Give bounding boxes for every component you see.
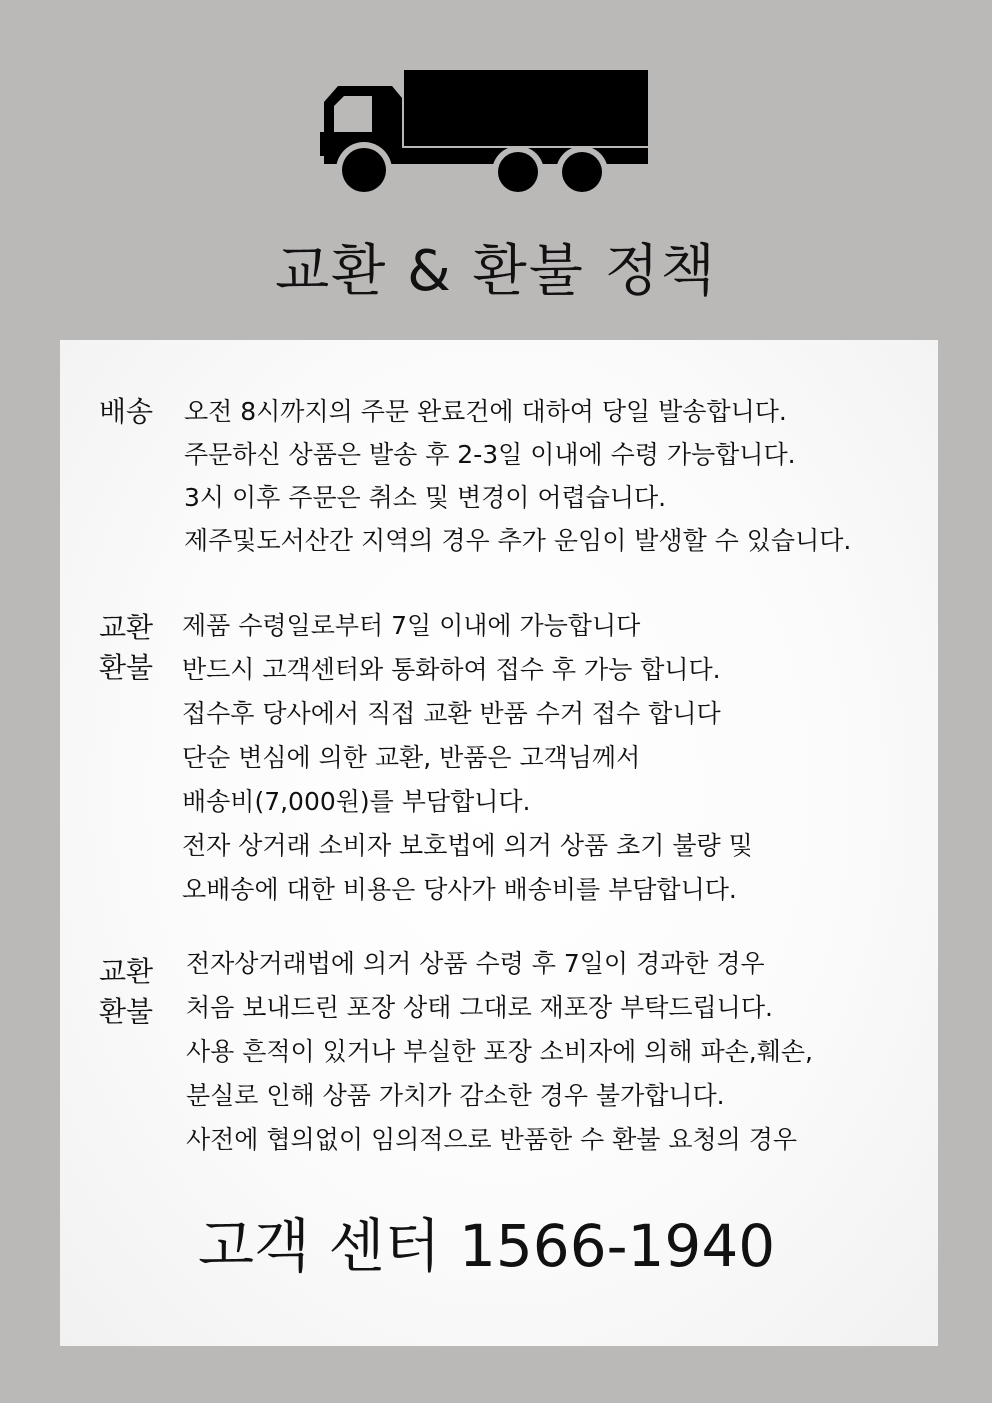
- policy-line: 접수후 당사에서 직접 교환 반품 수거 접수 합니다: [182, 699, 721, 728]
- policy-line: 반드시 고객센터와 통화하여 접수 후 가능 합니다.: [182, 655, 721, 684]
- customer-center-phone: 고객 센터 1566-1940: [198, 1212, 776, 1280]
- page-title: 교환 & 환불 정책: [275, 239, 717, 304]
- section-lines: [186, 942, 813, 1162]
- policy-line: 전자상거래법에 의거 상품 수령 후 7일이 경과한 경우: [186, 949, 765, 978]
- section-label-line: 배송: [98, 395, 154, 428]
- policy-line: 배송비(7,000원)를 부담합니다.: [182, 787, 531, 816]
- policy-line: 분실로 인해 상품 가치가 감소한 경우 불가합니다.: [186, 1081, 725, 1110]
- policy-line: 제품 수령일로부터 7일 이내에 가능합니다: [182, 611, 641, 640]
- policy-line: 전자 상거래 소비자 보호법에 의거 상품 초기 불량 및: [182, 831, 753, 860]
- policy-line: 오배송에 대한 비용은 당사가 배송비를 부담합니다.: [182, 875, 737, 904]
- section-label: [90, 392, 162, 432]
- section-label-line: 교환: [98, 955, 154, 988]
- section-label-line: 환불: [98, 995, 154, 1028]
- policy-line: 사용 흔적이 있거나 부실한 포장 소비자에 의해 파손,훼손,: [186, 1037, 813, 1066]
- policy-line: 처음 보내드린 포장 상태 그대로 재포장 부탁드립니다.: [186, 993, 773, 1022]
- policy-line: 주문하신 상품은 발송 후 2-3일 이내에 수령 가능합니다.: [184, 440, 796, 469]
- section-label-line: 교환: [98, 611, 154, 644]
- section-label: [90, 608, 162, 688]
- policy-line: 3시 이후 주문은 취소 및 변경이 어렵습니다.: [184, 483, 667, 512]
- truck-icon: [318, 66, 652, 198]
- policy-line: 사전에 협의없이 임의적으로 반품한 수 환불 요청의 경우: [186, 1125, 798, 1154]
- section-lines: [184, 390, 851, 562]
- section-lines: [182, 604, 753, 912]
- section-label: [90, 952, 162, 1032]
- policy-line: 제주및도서산간 지역의 경우 추가 운임이 발생할 수 있습니다.: [184, 526, 852, 555]
- section-label-line: 환불: [98, 651, 154, 684]
- policy-card: [60, 340, 938, 1346]
- policy-line: 단순 변심에 의한 교환, 반품은 고객님께서: [182, 743, 641, 772]
- policy-line: 오전 8시까지의 주문 완료건에 대하여 당일 발송합니다.: [184, 397, 787, 426]
